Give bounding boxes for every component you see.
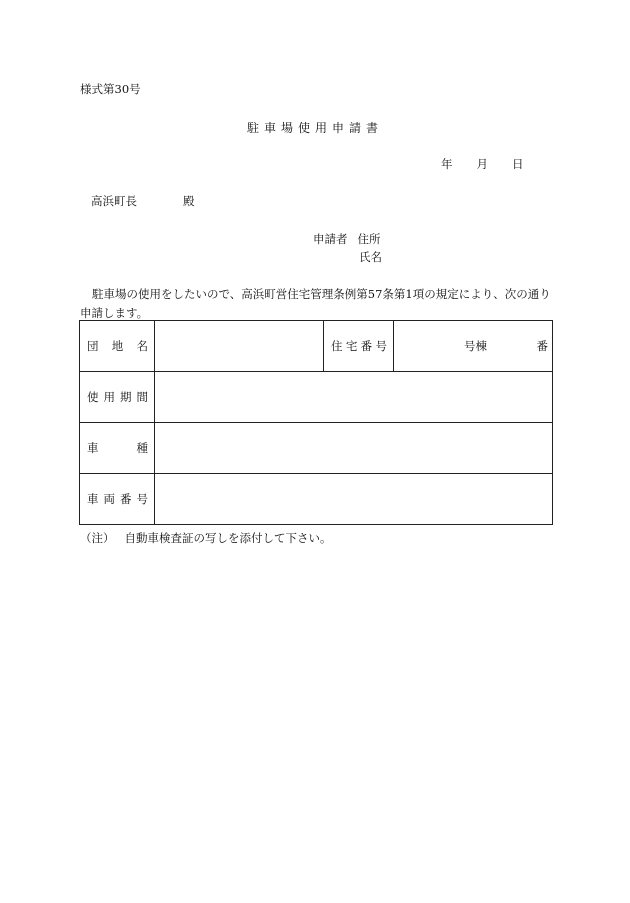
table-row-danchi: [80, 321, 553, 372]
note-text: 自動車検査証の写しを添付して下さい。: [124, 531, 332, 545]
applicant-address-line: [313, 231, 381, 247]
table-row-period: [80, 372, 553, 423]
usage-period-field[interactable]: [155, 372, 553, 423]
car-type-label: 車 種: [80, 423, 155, 474]
usage-period-label: 使 用 期 間: [80, 372, 155, 423]
date-month-label: 月: [476, 157, 488, 171]
address-label: 住所: [357, 232, 381, 246]
name-label: 氏名: [359, 250, 382, 264]
document-title: 駐車場使用申請書: [246, 121, 383, 135]
form-number: 様式第30号: [80, 82, 141, 96]
application-table: [79, 320, 553, 525]
number-suffix: 番: [536, 339, 548, 353]
note-prefix: （注）: [80, 531, 115, 545]
date-year-label: 年: [441, 157, 453, 171]
housing-number-field[interactable]: [394, 321, 553, 372]
danchi-name-field[interactable]: [155, 321, 324, 372]
car-type-field[interactable]: [155, 423, 553, 474]
vehicle-number-label: 車 両 番 号: [80, 474, 155, 525]
addressee-name: 高浜町長: [91, 194, 137, 208]
vehicle-number-field[interactable]: [155, 474, 553, 525]
application-statement: 駐車場の使用をしたいので、高浜町営住宅管理条例第57条第1項の規定により、次の通り申請します。: [80, 287, 551, 320]
applicant-role-label: 申請者: [313, 232, 348, 246]
date-day-label: 日: [512, 157, 524, 171]
table-row-vehicle-number: [80, 474, 553, 525]
addressee-honorific: 殿: [183, 194, 195, 208]
building-suffix: 号棟: [464, 339, 487, 353]
housing-number-label: 住 宅 番 号: [324, 321, 394, 372]
addressee: [91, 193, 195, 209]
date-line: [441, 156, 524, 172]
danchi-name-label: 団 地 名: [80, 321, 155, 372]
table-row-car-type: [80, 423, 553, 474]
footnote: [80, 530, 332, 546]
